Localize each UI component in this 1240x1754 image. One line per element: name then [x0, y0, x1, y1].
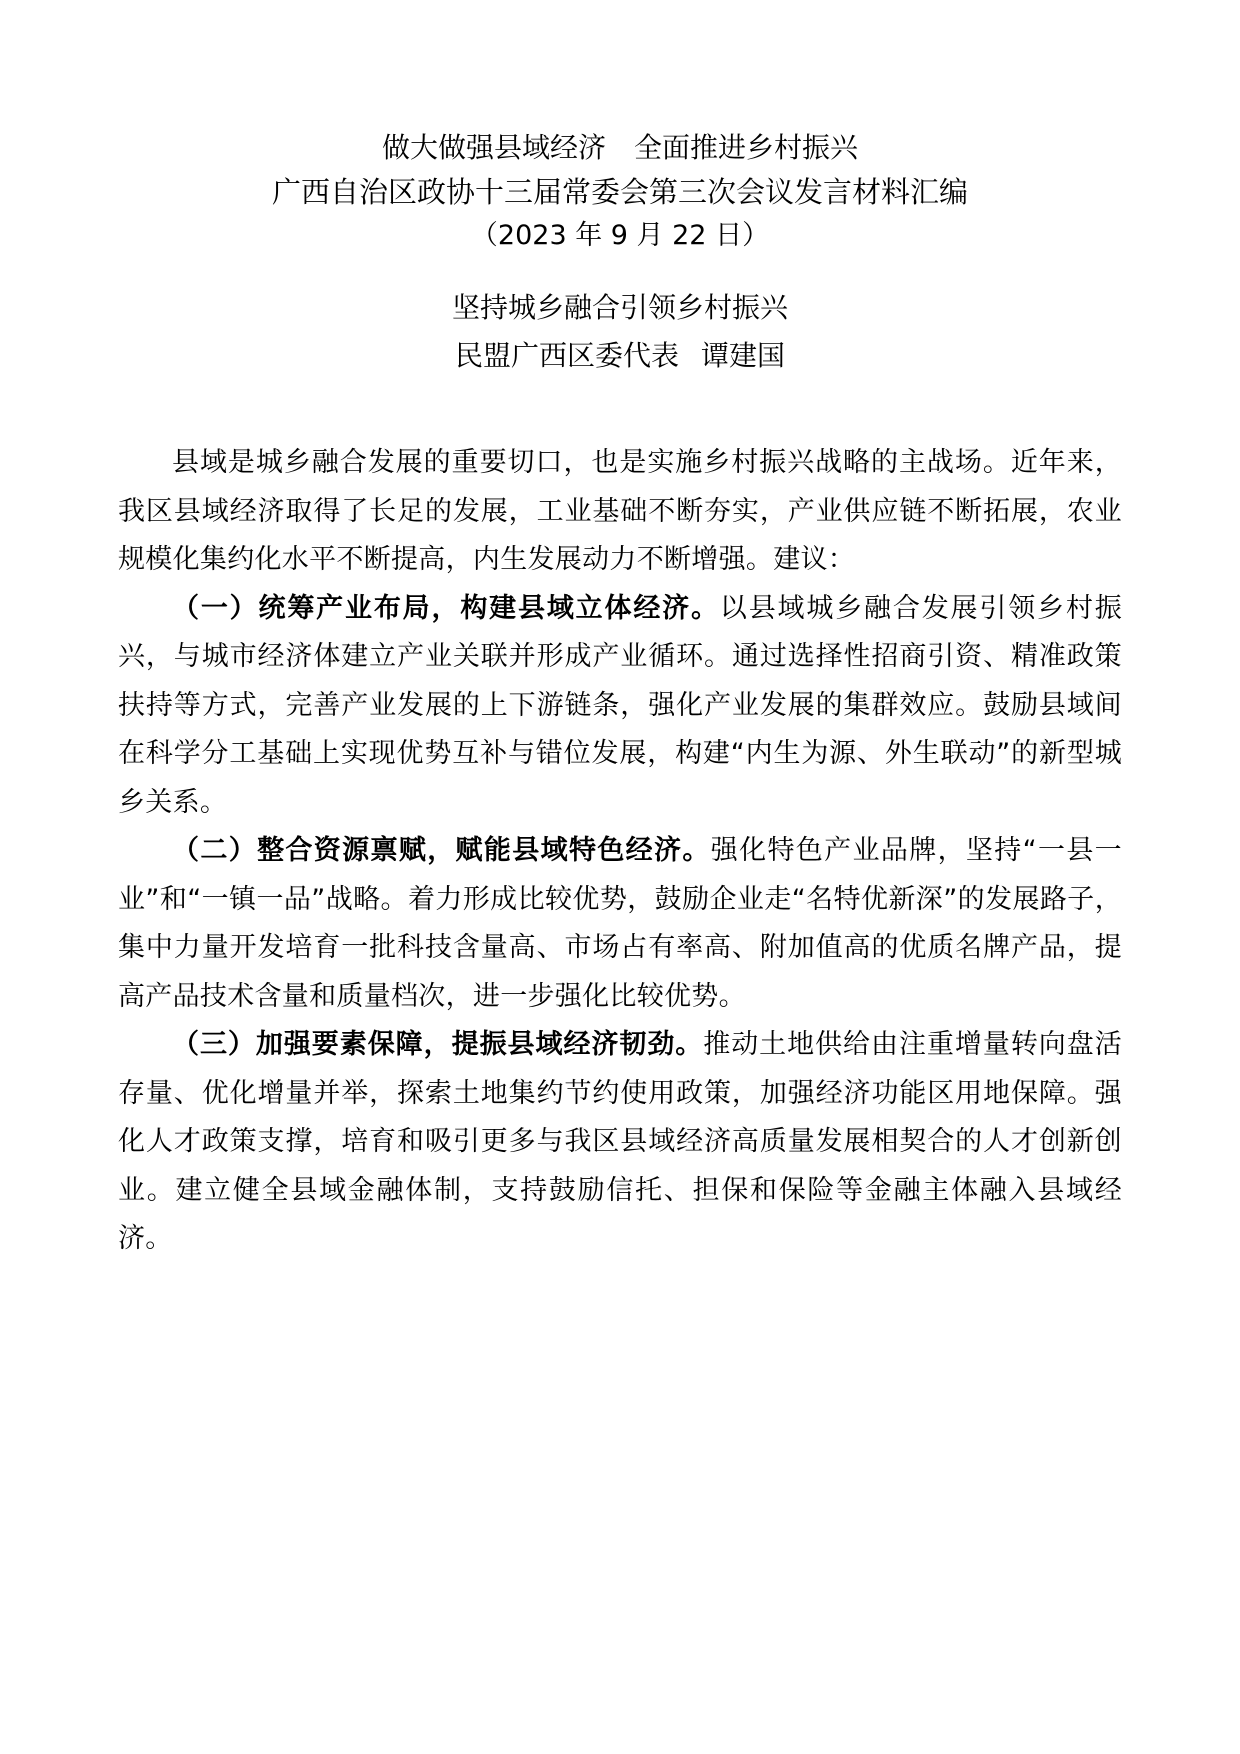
paragraph-intro: [118, 439, 1122, 585]
paragraph-text: 强化特色产业品牌，坚持“一县一业”和“一镇一品”战略。着力形成比较优势，鼓励企业走“名特优新深”的发展路子，集中力量开发培育一批科技含量高、市场占有率高、附加值高的优质名牌产品，提高产品技术含量和质量档次，进一步强化比较优势。: [118, 835, 1122, 1012]
document-header: [0, 128, 1240, 376]
paragraph-heading: （二）整合资源禀赋，赋能县域特色经济。: [172, 835, 711, 866]
paragraph-text: 推动土地供给由注重增量转向盘活存量、优化增量并举，探索土地集约节约使用政策，加强经济功能区用地保障。强化人才政策支撑，培育和吸引更多与我区县域经济高质量发展相契合的人才创新创业。建立健全县域金融体制，支持鼓励信托、担保和保险等金融主体融入县域经济。: [118, 1029, 1122, 1254]
title-part-2: 全面推进乡村振兴: [634, 131, 859, 164]
paragraph-proposal-2: [118, 827, 1122, 1021]
paragraph-heading: （一）统筹产业布局，构建县域立体经济。: [172, 592, 720, 624]
paragraph-proposal-3: [118, 1021, 1122, 1264]
paragraph-text: 县域是城乡融合发展的重要切口，也是实施乡村振兴战略的主战场。近年来，我区县域经济取得了长足的发展，工业基础不断夯实，产业供应链不断拓展，农业规模化集约化水平不断提高，内生发展动力不断增强。建议：: [118, 447, 1122, 575]
speaker-name: 谭建国: [701, 339, 786, 372]
document-date: （2023 年 9 月 22 日）: [470, 220, 770, 251]
document-body: [118, 439, 1122, 1264]
speech-title: 坚持城乡融合引领乡村振兴: [451, 291, 788, 324]
paragraph-text: 以县域城乡融合发展引领乡村振兴，与城市经济体建立产业关联并形成产业循环。通过选择性招商引资、精准政策扶持等方式，完善产业发展的上下游链条，强化产业发展的集群效应。鼓励县域间在科学分工基础上实现优势互补与错位发展，构建“内生为源、外生联动”的新型城乡关系。: [118, 592, 1123, 818]
speaker-line: [0, 336, 1240, 376]
title-part-1: 做大做强县域经济: [381, 131, 606, 164]
document-subtitle: 广西自治区政协十三届常委会第三次会议发言材料汇编: [271, 175, 968, 209]
paragraph-heading: （三）加强要素保障，提振县域经济韧劲。: [172, 1029, 704, 1060]
document-title: [0, 128, 1240, 168]
paragraph-proposal-1: [118, 585, 1122, 828]
speaker-organization: 民盟广西区委代表: [454, 339, 679, 372]
